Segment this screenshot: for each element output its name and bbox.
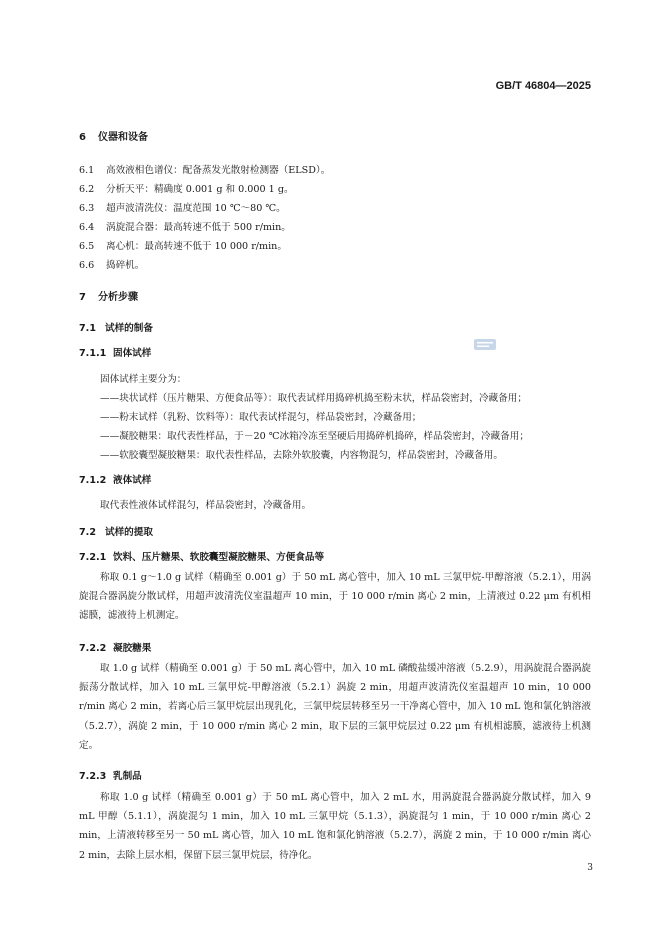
item-text: 离心机：最高转速不低于 10 000 r/min。 — [106, 241, 287, 252]
item-number: 6.5 — [79, 241, 95, 252]
subsection-7-2-3-heading — [79, 768, 142, 782]
subsection-7-2-2-heading — [79, 640, 151, 654]
subsection-title: 凝胶糖果 — [113, 643, 152, 654]
item-text: 超声波清洗仪：温度范围 10 ℃～80 ℃。 — [106, 203, 286, 214]
section-6-heading — [79, 128, 148, 143]
subsection-number: 7.2.3 — [79, 771, 107, 782]
subsection-title: 固体试样 — [113, 348, 152, 359]
bullet-item: ——粉末试样（乳粉、饮料等）：取代表试样混匀，样品袋密封，冷藏备用； — [100, 412, 422, 423]
subsection-7-2-heading — [79, 524, 153, 538]
list-item — [79, 257, 144, 271]
section-number: 6 — [79, 132, 86, 143]
item-text: 分析天平：精确度 0.001 g 和 0.000 1 g。 — [106, 184, 294, 195]
item-text: 涡旋混合器：最高转速不低于 500 r/min。 — [106, 222, 291, 233]
page-number: 3 — [587, 863, 593, 873]
list-item — [79, 200, 286, 214]
watermark-stamp-icon — [474, 339, 496, 350]
subsection-number: 7.1 — [79, 323, 96, 334]
subsection-number: 7.1.2 — [79, 475, 107, 486]
paragraph-line: 固体试样主要分为： — [100, 374, 187, 385]
item-number: 6.2 — [79, 184, 95, 195]
paragraph — [79, 568, 591, 626]
list-item — [79, 181, 294, 195]
subsection-7-1-2-heading — [79, 472, 151, 486]
paragraph — [79, 659, 591, 755]
paragraph-text: 称取 1.0 g 试样（精确至 0.001 g）于 50 mL 离心管中，加入 2 mL 水，用涡旋混合器涡旋分散试样，加入 9 mL 甲醇（5.1.1），涡旋混匀 1 min，加入 10 mL 三氯甲烷（5.1.3），涡旋混匀 1 min，于 10 000 r/min 离心 2 min，上清液转移至另一 50 mL 离心管，加入 10 mL 饱和氯化钠溶液（5.2.7），涡旋 2 min，于 10 000 r/min 离心 2 min，去除上层水相，保留下层三氯甲烷层，待净化。 — [79, 792, 591, 861]
section-number: 7 — [79, 292, 86, 303]
bullet-item: ——软胶囊型凝胶糖果：取代表性样品，去除外软胶囊，内容物混匀，样品袋密封，冷藏备用。 — [100, 450, 503, 461]
paragraph — [79, 788, 591, 865]
subsection-title: 试样的提取 — [105, 527, 153, 538]
item-number: 6.3 — [79, 203, 95, 214]
item-text: 高效液相色谱仪：配备蒸发光散射检测器（ELSD）。 — [106, 165, 331, 176]
paragraph-text: 称取 0.1 g～1.0 g 试样（精确至 0.001 g）于 50 mL 离心管中，加入 10 mL 三氯甲烷-甲醇溶液（5.2.1），用涡旋混合器涡旋分散试样，用超声波清洗仪室温超声 10 min，于 10 000 r/min 离心 2 min，上清液过 0.22 μm 有机相滤膜，滤液待上机测定。 — [79, 572, 591, 622]
item-text: 捣碎机。 — [106, 260, 145, 271]
item-number: 6.6 — [79, 260, 95, 271]
section-title: 分析步骤 — [98, 292, 138, 303]
subsection-7-1-heading — [79, 320, 153, 334]
subsection-title: 液体试样 — [113, 475, 152, 486]
subsection-number: 7.2 — [79, 527, 96, 538]
subsection-7-2-1-heading — [79, 549, 324, 563]
section-title: 仪器和设备 — [98, 132, 148, 143]
item-number: 6.1 — [79, 165, 95, 176]
subsection-7-1-1-heading — [79, 345, 151, 359]
section-7-heading — [79, 288, 138, 303]
paragraph-line: 取代表性液体试样混匀，样品袋密封，冷藏备用。 — [100, 500, 312, 511]
paragraph-text: 取 1.0 g 试样（精确至 0.001 g）于 50 mL 离心管中，加入 10 mL 磷酸盐缓冲溶液（5.2.9），用涡旋混合器涡旋振荡分散试样，加入 10 mL 三氯甲烷-甲醇溶液（5.2.1）涡旋 2 min，用超声波清洗仪室温超声 10 min，10 000 r/min 离心 2 min，若离心后三氯甲烷层出现乳化，三氯甲烷层转移至另一干净离心管中，加入 10 mL 饱和氯化钠溶液（5.2.7），涡旋 2 min，于 10 000 r/min 离心 2 min，取下层的三氯甲烷层过 0.22 μm 有机相滤膜，滤液待上机测定。 — [79, 663, 591, 751]
subsection-number: 7.2.2 — [79, 643, 107, 654]
subsection-number: 7.2.1 — [79, 552, 107, 563]
subsection-title: 试样的制备 — [105, 323, 153, 334]
standard-number: GB/T 46804—2025 — [495, 80, 591, 92]
subsection-title: 乳制品 — [113, 771, 142, 782]
item-number: 6.4 — [79, 222, 95, 233]
subsection-title: 饮料、压片糖果、软胶囊型凝胶糖果、方便食品等 — [113, 552, 325, 563]
bullet-item: ——凝胶糖果：取代表性样品，于－20 ℃冰箱冷冻至坚硬后用捣碎机捣碎，样品袋密封，冷藏备用； — [100, 431, 529, 442]
bullet-item: ——块状试样（压片糖果、方便食品等）：取代表试样用捣碎机捣至粉末状，样品袋密封，冷藏备用； — [100, 393, 527, 404]
subsection-number: 7.1.1 — [79, 348, 107, 359]
list-item — [79, 238, 287, 252]
list-item — [79, 219, 291, 233]
list-item — [79, 162, 330, 176]
